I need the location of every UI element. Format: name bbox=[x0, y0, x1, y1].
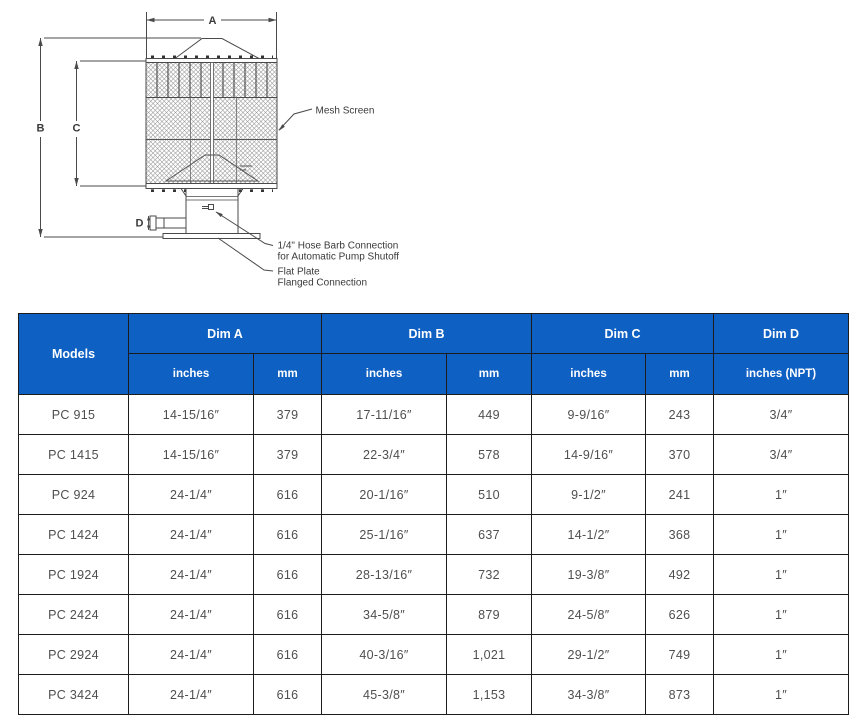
cell-c-mm: 368 bbox=[646, 515, 714, 555]
cell-a-inches: 24-1/4″ bbox=[129, 675, 254, 715]
cell-a-mm: 616 bbox=[254, 475, 322, 515]
cell-a-mm: 379 bbox=[254, 435, 322, 475]
cell-c-inches: 19-3/8″ bbox=[532, 555, 646, 595]
cell-d-inches: 1″ bbox=[714, 515, 849, 555]
cell-c-inches: 14-9/16″ bbox=[532, 435, 646, 475]
subheader-b-mm: mm bbox=[447, 354, 532, 395]
subheader-d-inches-npt: inches (NPT) bbox=[714, 354, 849, 395]
cell-a-mm: 616 bbox=[254, 675, 322, 715]
cell-a-inches: 24-1/4″ bbox=[129, 555, 254, 595]
cell-model: PC 1924 bbox=[19, 555, 129, 595]
cell-b-mm: 637 bbox=[447, 515, 532, 555]
cell-model: PC 1415 bbox=[19, 435, 129, 475]
cell-a-inches: 24-1/4″ bbox=[129, 635, 254, 675]
cell-c-mm: 243 bbox=[646, 395, 714, 435]
cell-c-mm: 873 bbox=[646, 675, 714, 715]
cell-a-inches: 14-15/16″ bbox=[129, 395, 254, 435]
side-pipe bbox=[156, 218, 186, 228]
cell-b-mm: 449 bbox=[447, 395, 532, 435]
col-header-dim-b: Dim B bbox=[322, 314, 532, 354]
vent-cap-diagram bbox=[0, 0, 440, 305]
cell-b-inches: 20-1/16″ bbox=[322, 475, 447, 515]
flat-plate-label-line2: Flanged Connection bbox=[277, 277, 368, 289]
cell-b-mm: 1,021 bbox=[447, 635, 532, 675]
cell-a-mm: 616 bbox=[254, 595, 322, 635]
table-row bbox=[19, 675, 849, 715]
table-row bbox=[19, 635, 849, 675]
table-row bbox=[19, 595, 849, 635]
col-header-dim-c: Dim C bbox=[532, 314, 714, 354]
mesh-screen-callout bbox=[279, 106, 375, 132]
subheader-a-inches: inches bbox=[129, 354, 254, 395]
table-row bbox=[19, 395, 849, 435]
cell-d-inches: 1″ bbox=[714, 595, 849, 635]
cell-d-inches: 1″ bbox=[714, 635, 849, 675]
cell-a-mm: 616 bbox=[254, 555, 322, 595]
cell-c-inches: 29-1/2″ bbox=[532, 635, 646, 675]
cell-b-mm: 879 bbox=[447, 595, 532, 635]
cell-model: PC 2424 bbox=[19, 595, 129, 635]
cell-b-mm: 1,153 bbox=[447, 675, 532, 715]
center-pole bbox=[211, 63, 214, 184]
cell-c-mm: 370 bbox=[646, 435, 714, 475]
table-row bbox=[19, 515, 849, 555]
cell-b-inches: 40-3/16″ bbox=[322, 635, 447, 675]
cell-d-inches: 1″ bbox=[714, 475, 849, 515]
cell-d-inches: 1″ bbox=[714, 675, 849, 715]
col-header-dim-a: Dim A bbox=[129, 314, 322, 354]
flat-plate bbox=[163, 234, 260, 239]
cell-model: PC 2924 bbox=[19, 635, 129, 675]
cell-model: PC 1424 bbox=[19, 515, 129, 555]
subheader-c-inches: inches bbox=[532, 354, 646, 395]
cell-a-inches: 24-1/4″ bbox=[129, 595, 254, 635]
hose-barb-label-line2: for Automatic Pump Shutoff bbox=[277, 251, 400, 263]
dim-a-label: A bbox=[208, 15, 217, 27]
cell-a-inches: 24-1/4″ bbox=[129, 515, 254, 555]
cap-body bbox=[146, 39, 277, 239]
cell-d-inches: 3/4″ bbox=[714, 395, 849, 435]
subheader-a-mm: mm bbox=[254, 354, 322, 395]
table-row bbox=[19, 555, 849, 595]
cell-model: PC 3424 bbox=[19, 675, 129, 715]
pipe-end-cap bbox=[150, 216, 156, 230]
cell-c-inches: 9-9/16″ bbox=[532, 395, 646, 435]
subheader-b-inches: inches bbox=[322, 354, 447, 395]
cell-d-inches: 1″ bbox=[714, 555, 849, 595]
cell-d-inches: 3/4″ bbox=[714, 435, 849, 475]
cell-a-mm: 616 bbox=[254, 635, 322, 675]
table-row bbox=[19, 475, 849, 515]
cell-c-mm: 749 bbox=[646, 635, 714, 675]
cell-c-inches: 14-1/2″ bbox=[532, 515, 646, 555]
cell-model: PC 915 bbox=[19, 395, 129, 435]
cell-a-inches: 24-1/4″ bbox=[129, 475, 254, 515]
cell-a-mm: 616 bbox=[254, 515, 322, 555]
cell-a-inches: 14-15/16″ bbox=[129, 435, 254, 475]
dimension-c bbox=[74, 61, 146, 186]
mesh-screen-label: Mesh Screen bbox=[315, 105, 375, 117]
dim-c-label: C bbox=[72, 122, 81, 135]
dimensions-table bbox=[18, 313, 849, 715]
col-header-dim-d: Dim D bbox=[714, 314, 849, 354]
table-row bbox=[19, 435, 849, 475]
cell-b-inches: 25-1/16″ bbox=[322, 515, 447, 555]
cell-c-inches: 9-1/2″ bbox=[532, 475, 646, 515]
cell-b-inches: 22-3/4″ bbox=[322, 435, 447, 475]
cell-c-mm: 626 bbox=[646, 595, 714, 635]
col-header-models: Models bbox=[19, 314, 129, 395]
cell-b-mm: 732 bbox=[447, 555, 532, 595]
flat-plate-label-line1: Flat Plate bbox=[277, 266, 320, 278]
cell-a-mm: 379 bbox=[254, 395, 322, 435]
dim-b-label: B bbox=[36, 122, 45, 135]
cell-c-inches: 34-3/8″ bbox=[532, 675, 646, 715]
cell-b-inches: 28-13/16″ bbox=[322, 555, 447, 595]
cell-b-inches: 45-3/8″ bbox=[322, 675, 447, 715]
neck bbox=[186, 189, 238, 234]
cell-c-inches: 24-5/8″ bbox=[532, 595, 646, 635]
cell-b-mm: 510 bbox=[447, 475, 532, 515]
subheader-c-mm: mm bbox=[646, 354, 714, 395]
top-rim bbox=[146, 59, 277, 63]
hose-barb-label-line1: 1/4" Hose Barb Connection bbox=[277, 240, 399, 252]
cell-b-inches: 17-11/16″ bbox=[322, 395, 447, 435]
bottom-rim bbox=[146, 184, 277, 189]
cell-c-mm: 241 bbox=[646, 475, 714, 515]
dim-d-label: D bbox=[135, 217, 144, 230]
cell-b-mm: 578 bbox=[447, 435, 532, 475]
cell-model: PC 924 bbox=[19, 475, 129, 515]
cell-c-mm: 492 bbox=[646, 555, 714, 595]
cell-b-inches: 34-5/8″ bbox=[322, 595, 447, 635]
